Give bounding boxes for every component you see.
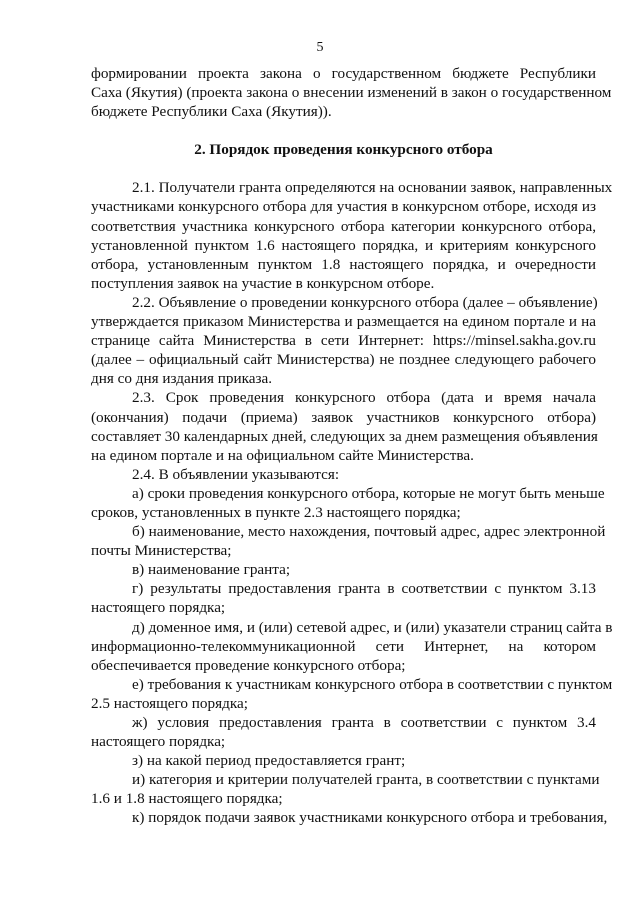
text-line: отбора, установленным пунктом 1.8 настоящего порядка, и очередности bbox=[91, 255, 596, 273]
text-line: з) на какой период предоставляется грант; bbox=[132, 752, 406, 770]
text-line: утверждается приказом Министерства и размещается на едином портале и на bbox=[91, 313, 596, 331]
text-line: настоящего порядка; bbox=[91, 733, 226, 751]
text-line: а) сроки проведения конкурсного отбора, которые не могут быть меньше bbox=[132, 484, 605, 502]
text-line: е) требования к участникам конкурсного отбора в соответствии с пунктом bbox=[132, 675, 613, 693]
text-line: и) категория и критерии получателей гранта, в соответствии с пунктами bbox=[132, 771, 600, 789]
section-heading: 2. Порядок проведения конкурсного отбора bbox=[194, 141, 493, 159]
text-line: (окончания) подачи (приема) заявок участников конкурсного отбора) bbox=[91, 408, 596, 426]
text-line: соответствия участника конкурсного отбора категории конкурсного отбора, bbox=[91, 217, 596, 235]
text-line: странице сайта Министерства в сети Интернет: https://minsel.sakha.gov.ru bbox=[91, 332, 596, 350]
text-line: настоящего порядка; bbox=[91, 599, 226, 617]
text-line: дня со дня издания приказа. bbox=[91, 370, 273, 388]
text-line: 2.5 настоящего порядка; bbox=[91, 694, 248, 712]
text-line: (далее – официальный сайт Министерства) не позднее следующего рабочего bbox=[91, 351, 596, 369]
text-line: формировании проекта закона о государственном бюджете Республики bbox=[91, 65, 596, 82]
text-line: бюджете Республики Саха (Якутия)). bbox=[91, 103, 332, 121]
text-line: участниками конкурсного отбора для участия в конкурсном отборе, исходя из bbox=[91, 198, 596, 216]
page-number: 5 bbox=[316, 40, 324, 55]
text-line: в) наименование гранта; bbox=[132, 561, 291, 579]
text-line: 2.4. В объявлении указываются: bbox=[132, 465, 340, 483]
text-line: 2.2. Объявление о проведении конкурсного отбора (далее – объявление) bbox=[132, 293, 598, 311]
document-body bbox=[91, 64, 613, 828]
text-line: почты Министерства; bbox=[91, 542, 232, 560]
text-line: Саха (Якутия) (проекта закона о внесении изменений в закон о государственном bbox=[91, 84, 612, 102]
text-line: г) результаты предоставления гранта в соответствии с пунктом 3.13 bbox=[132, 580, 596, 598]
text-line: ж) условия предоставления гранта в соответствии с пунктом 3.4 bbox=[132, 714, 596, 731]
text-line: информационно-телекоммуникационной сети Интернет, на котором bbox=[91, 637, 596, 655]
text-line: 2.3. Срок проведения конкурсного отбора (дата и время начала bbox=[132, 389, 596, 407]
text-line: поступления заявок на участие в конкурсном отборе. bbox=[91, 274, 435, 292]
text-line: сроков, установленных в пункте 2.3 настоящего порядка; bbox=[91, 503, 461, 521]
text-line: 1.6 и 1.8 настоящего порядка; bbox=[91, 790, 283, 808]
text-line: установленной пунктом 1.6 настоящего порядка, и критериям конкурсного bbox=[91, 236, 596, 254]
text-line: 2.1. Получатели гранта определяются на основании заявок, направленных bbox=[132, 179, 613, 197]
text-line: к) порядок подачи заявок участниками конкурсного отбора и требования, bbox=[132, 809, 608, 827]
text-line: обеспечивается проведение конкурсного отбора; bbox=[91, 656, 406, 674]
text-line: б) наименование, место нахождения, почтовый адрес, адрес электронной bbox=[132, 523, 606, 541]
text-line: составляет 30 календарных дней, следующих за днем размещения объявления bbox=[91, 427, 598, 445]
text-line: на едином портале и на официальном сайте Министерства. bbox=[91, 446, 474, 464]
text-line: д) доменное имя, и (или) сетевой адрес, и (или) указатели страниц сайта в bbox=[132, 618, 613, 636]
